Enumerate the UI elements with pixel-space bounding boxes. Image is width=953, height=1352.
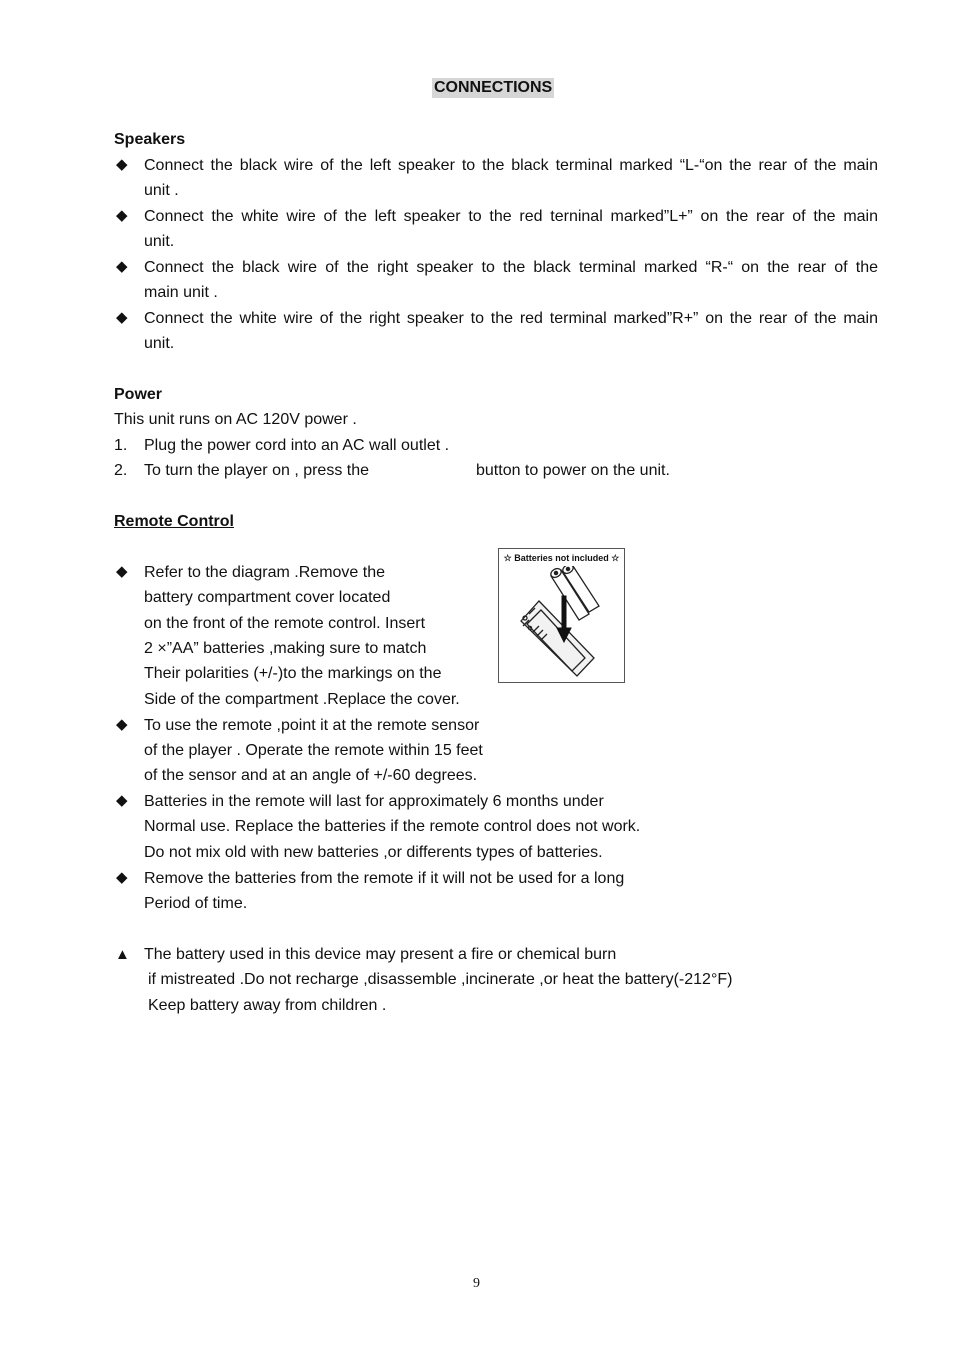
speakers-item-1-line2: unit . [144, 182, 179, 199]
speakers-heading: Speakers [114, 131, 186, 148]
remote-bullet-1-line2: battery compartment cover located [144, 589, 391, 606]
speakers-item-3-line1: Connect the black wire of the right speaker to the black terminal marked “R-“ on the rear of the [144, 259, 878, 276]
warning-line-1: The battery used in this device may present a fire or chemical burn [144, 946, 617, 963]
diamond-bullet-icon: ◆ [116, 716, 128, 733]
diamond-bullet-icon: ◆ [116, 156, 128, 173]
power-step-2-text: To turn the player on , press the [144, 462, 370, 479]
power-step-1-number: 1. [114, 437, 128, 454]
speakers-item-2-line1: Connect the white wire of the left speaker to the red terninal marked”L+” on the rear of the main [144, 208, 878, 225]
diamond-bullet-icon: ◆ [116, 207, 128, 224]
speakers-item-4-line2: unit. [144, 335, 175, 352]
power-step-2-number: 2. [114, 462, 128, 479]
page-number: 9 [473, 1276, 480, 1291]
remote-bullet-2-line1: To use the remote ,point it at the remote sensor [144, 717, 480, 734]
diamond-bullet-icon: ◆ [116, 792, 128, 809]
diamond-bullet-icon: ◆ [116, 309, 128, 326]
remote-bullet-1-line5: Their polarities (+/-)to the markings on the [144, 665, 442, 682]
remote-bullet-1-line1: Refer to the diagram .Remove the [144, 564, 386, 581]
remote-bullet-3-line3: Do not mix old with new batteries ,or differents types of batteries. [144, 844, 603, 861]
diamond-bullet-icon: ◆ [116, 258, 128, 275]
warning-line-3: Keep battery away from children . [148, 997, 387, 1014]
remote-bullet-4-line1: Remove the batteries from the remote if it will not be used for a long [144, 870, 625, 887]
power-intro: This unit runs on AC 120V power . [114, 411, 357, 428]
warning-line-2: if mistreated .Do not recharge ,disassemble ,incinerate ,or heat the battery(-212°F) [148, 971, 733, 988]
remote-bullet-3-line2: Normal use. Replace the batteries if the remote control does not work. [144, 818, 641, 835]
remote-bullet-1-line6: Side of the compartment .Replace the cover. [144, 691, 460, 708]
battery-diagram-caption: ☆ Batteries not included ☆ [503, 553, 620, 563]
remote-bullet-2-line2: of the player . Operate the remote within 15 feet [144, 742, 483, 759]
power-heading: Power [114, 386, 163, 403]
remote-battery-illustration-icon [499, 566, 623, 681]
power-step-2-text-after: button to power on the unit. [476, 462, 670, 479]
battery-diagram [498, 548, 625, 683]
speakers-item-3-line2: main unit . [144, 284, 218, 301]
diamond-bullet-icon: ◆ [116, 869, 128, 886]
remote-bullet-4-line2: Period of time. [144, 895, 248, 912]
speakers-item-1-line1: Connect the black wire of the left speaker to the black terminal marked “L-“on the rear of the main [144, 157, 878, 174]
remote-heading: Remote Control [114, 513, 234, 530]
power-step-1-text: Plug the power cord into an AC wall outlet . [144, 437, 450, 454]
speakers-item-4-line1: Connect the white wire of the right speaker to the red terminal marked”R+” on the rear of the main [144, 310, 878, 327]
remote-bullet-2-line3: of the sensor and at an angle of +/-60 degrees. [144, 767, 478, 784]
speakers-item-2-line2: unit. [144, 233, 175, 250]
remote-bullet-1-line4: 2 ×”AA” batteries ,making sure to match [144, 640, 427, 657]
warning-triangle-icon: ▲ [115, 946, 130, 963]
page-title: CONNECTIONS [434, 79, 553, 96]
remote-bullet-1-line3: on the front of the remote control. Insert [144, 615, 426, 632]
remote-bullet-3-line1: Batteries in the remote will last for approximately 6 months under [144, 793, 604, 810]
diamond-bullet-icon: ◆ [116, 563, 128, 580]
